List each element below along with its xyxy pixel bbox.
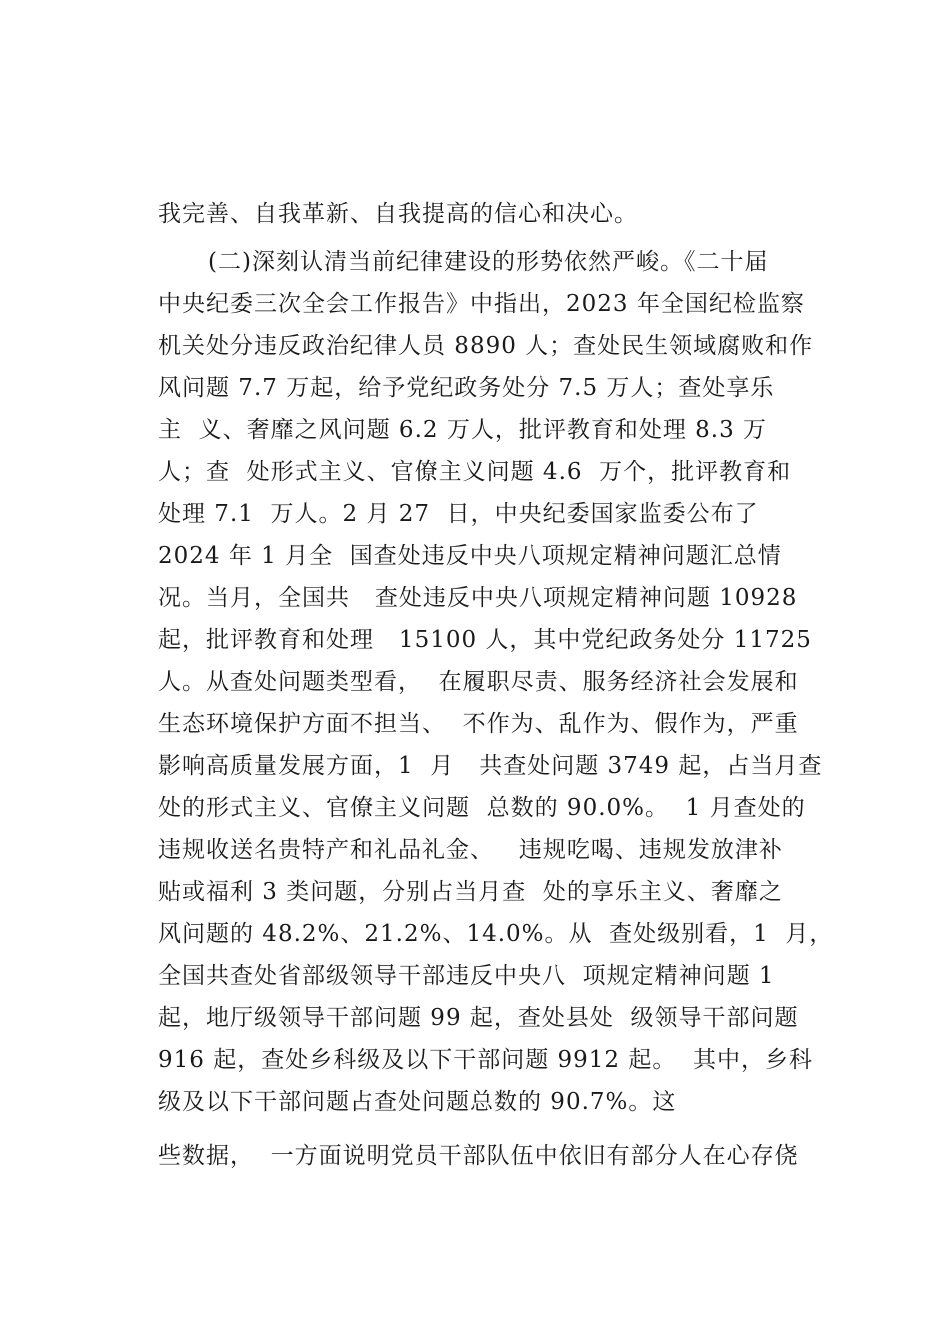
text-line: 影响高质量发展方面，1 月 共查处问题 3749 起，占当月查 bbox=[158, 753, 823, 779]
text-line: 全国共查处省部级领导干部违反中央八 项规定精神问题 1 bbox=[158, 963, 775, 989]
text-line: 些数据， 一方面说明党员干部队伍中依旧有部分人在心存侥 bbox=[158, 1143, 799, 1169]
text-line: 916 起，查处乡科级及以下干部问题 9912 起。 其中，乡科 bbox=[158, 1047, 813, 1073]
text-line: 贴或福利 3 类问题，分别占当月查 处的享乐主义、奢靡之 bbox=[158, 879, 783, 905]
text-line: 主 义、奢靡之风问题 6.2 万人，批评教育和处理 8.3 万 bbox=[158, 417, 768, 443]
text-line: 风问题 7.7 万起，给予党纪政务处分 7.5 万人；查处享乐 bbox=[158, 375, 775, 401]
text-line: 处的形式主义、官僚主义问题 总数的 90.0%。 1 月查处的 bbox=[158, 795, 806, 821]
paragraph-heading-line: (二)深刻认清当前纪律建设的形势依然严峻。《二十届 bbox=[208, 249, 769, 275]
text-line: 机关处分违反政治纪律人员 8890 人；查处民生领域腐败和作 bbox=[158, 333, 814, 359]
text-line: 况。当月，全国共 查处违反中央八项规定精神问题 10928 bbox=[158, 585, 798, 611]
text-line: 人。从查处问题类型看， 在履职尽责、服务经济社会发展和 bbox=[158, 669, 799, 695]
text-line: 起，地厅级领导干部问题 99 起，查处县处 级领导干部问题 bbox=[158, 1005, 799, 1031]
text-line: 生态环境保护方面不担当、 不作为、乱作为、假作为，严重 bbox=[158, 711, 799, 737]
text-line: 违规收送名贵特产和礼品礼金、 违规吃喝、违规发放津补 bbox=[158, 837, 783, 863]
text-line: 2024 年 1 月全 国查处违反中央八项规定精神问题汇总情 bbox=[158, 543, 782, 569]
text-line: 人；查 处形式主义、官僚主义问题 4.6 万个，批评教育和 bbox=[158, 459, 792, 485]
text-line: 我完善、自我革新、自我提高的信心和决心。 bbox=[158, 201, 638, 227]
text-line: 起，批评教育和处理 15100 人，其中党纪政务处分 11725 bbox=[158, 627, 812, 653]
text-line: 处理 7.1 万人。2 月 27 日，中央纪委国家监委公布了 bbox=[158, 501, 759, 527]
text-line: 级及以下干部问题占查处问题总数的 90.7%。这 bbox=[158, 1089, 677, 1115]
text-line: 中央纪委三次全会工作报告》中指出，2023 年全国纪检监察 bbox=[158, 291, 805, 317]
text-line: 风问题的 48.2%、21.2%、14.0%。从 查处级别看，1 月， bbox=[158, 921, 834, 947]
